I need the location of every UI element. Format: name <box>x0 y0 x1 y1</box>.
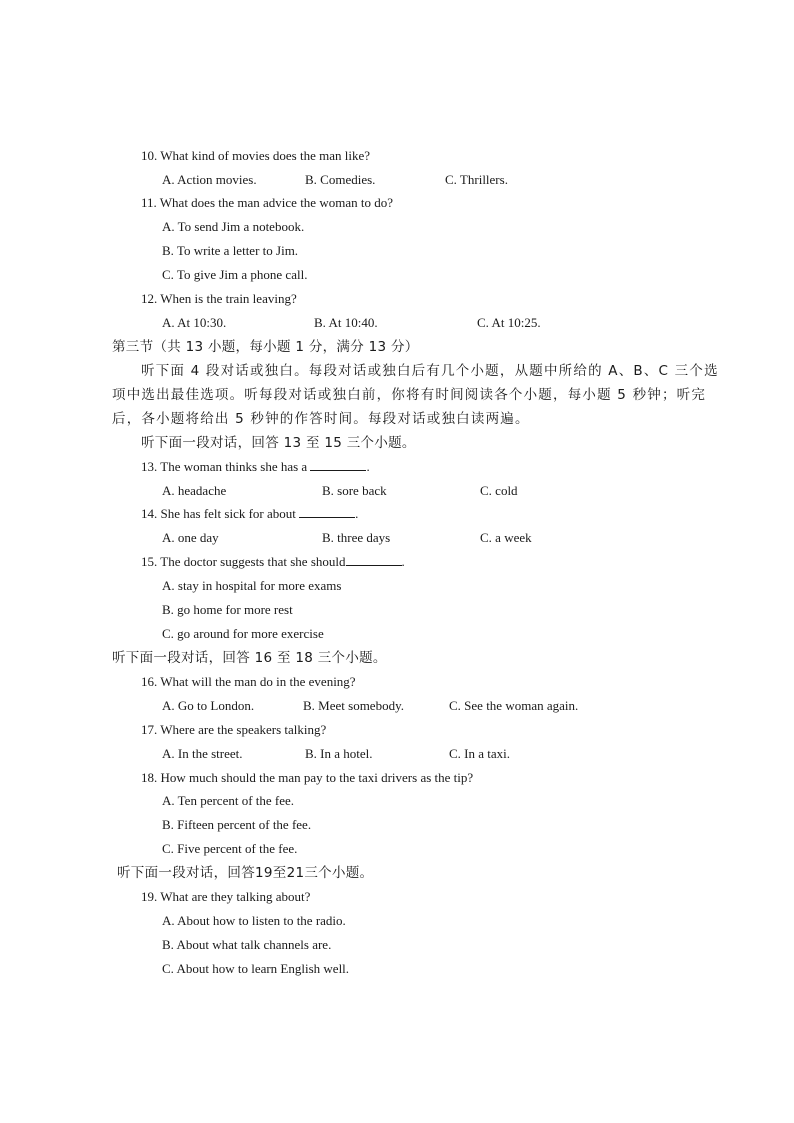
option-12-c: C. At 10:25. <box>477 315 541 330</box>
option-19-a: A. About how to listen to the radio. <box>162 913 346 928</box>
question-18: 18. How much should the man pay to the taxi drivers as the tip? <box>141 770 474 785</box>
option-11-a: A. To send Jim a notebook. <box>162 219 305 234</box>
question-19: 19. What are they talking about? <box>141 889 311 904</box>
option-15-a: A. stay in hospital for more exams <box>162 578 342 593</box>
option-13-a: A. headache <box>162 483 227 498</box>
option-16-c: C. See the woman again. <box>449 698 579 713</box>
option-10-c: C. Thrillers. <box>445 172 508 187</box>
option-18-c: C. Five percent of the fee. <box>162 841 298 856</box>
question-14-text: 14. She has felt sick for about <box>141 506 296 521</box>
question-10: 10. What kind of movies does the man like? <box>141 148 371 163</box>
option-10-b: B. Comedies. <box>305 172 376 187</box>
instruction-line-1: 听下面 4 段对话或独白。每段对话或独白后有几个小题，从题中所给的 A、B、C 三个选 <box>141 363 719 379</box>
option-12-b: B. At 10:40. <box>314 315 378 330</box>
question-15 <box>141 554 405 570</box>
dialogue-lead-16-18: 听下面一段对话，回答 16 至 18 三个小题。 <box>112 650 387 666</box>
question-17: 17. Where are the speakers talking? <box>141 722 327 737</box>
option-11-c: C. To give Jim a phone call. <box>162 267 308 282</box>
question-15-text: 15. The doctor suggests that she should <box>141 554 346 569</box>
option-18-a: A. Ten percent of the fee. <box>162 793 295 808</box>
option-13-b: B. sore back <box>322 483 387 498</box>
instruction-line-2: 项中选出最佳选项。听每段对话或独白前，你将有时间阅读各个小题，每小题 5 秒钟；听完 <box>112 387 707 403</box>
answer-blank <box>310 459 366 471</box>
option-19-b: B. About what talk channels are. <box>162 937 332 952</box>
option-17-b: B. In a hotel. <box>305 746 373 761</box>
option-14-c: C. a week <box>480 530 532 545</box>
question-14 <box>141 506 358 522</box>
instruction-line-3: 后，各小题将给出 5 秒钟的作答时间。每段对话或独白读两遍。 <box>112 411 530 427</box>
option-17-c: C. In a taxi. <box>449 746 511 761</box>
option-16-a: A. Go to London. <box>162 698 255 713</box>
option-17-a: A. In the street. <box>162 746 243 761</box>
option-14-b: B. three days <box>322 530 391 545</box>
question-11: 11. What does the man advice the woman to do? <box>141 195 393 210</box>
dialogue-lead-19-21: 听下面一段对话，回答19至21三个小题。 <box>117 865 374 881</box>
option-15-c: C. go around for more exercise <box>162 626 324 641</box>
question-13-text: 13. The woman thinks she has a <box>141 459 308 474</box>
option-15-b: B. go home for more rest <box>162 602 293 617</box>
question-15-tail: . <box>401 554 405 569</box>
question-13-tail: . <box>366 459 370 474</box>
dialogue-lead-13-15: 听下面一段对话，回答 13 至 15 三个小题。 <box>141 435 416 451</box>
option-18-b: B. Fifteen percent of the fee. <box>162 817 312 832</box>
question-13 <box>141 459 370 475</box>
option-14-a: A. one day <box>162 530 219 545</box>
section-heading: 第三节（共 13 小题，每小题 1 分，满分 13 分） <box>112 339 419 355</box>
answer-blank <box>346 554 402 566</box>
question-12: 12. When is the train leaving? <box>141 291 297 306</box>
option-16-b: B. Meet somebody. <box>303 698 404 713</box>
option-13-c: C. cold <box>480 483 518 498</box>
question-14-tail: . <box>355 506 359 521</box>
option-10-a: A. Action movies. <box>162 172 257 187</box>
answer-blank <box>299 506 355 518</box>
option-11-b: B. To write a letter to Jim. <box>162 243 299 258</box>
option-12-a: A. At 10:30. <box>162 315 227 330</box>
option-19-c: C. About how to learn English well. <box>162 961 350 976</box>
question-16: 16. What will the man do in the evening? <box>141 674 356 689</box>
